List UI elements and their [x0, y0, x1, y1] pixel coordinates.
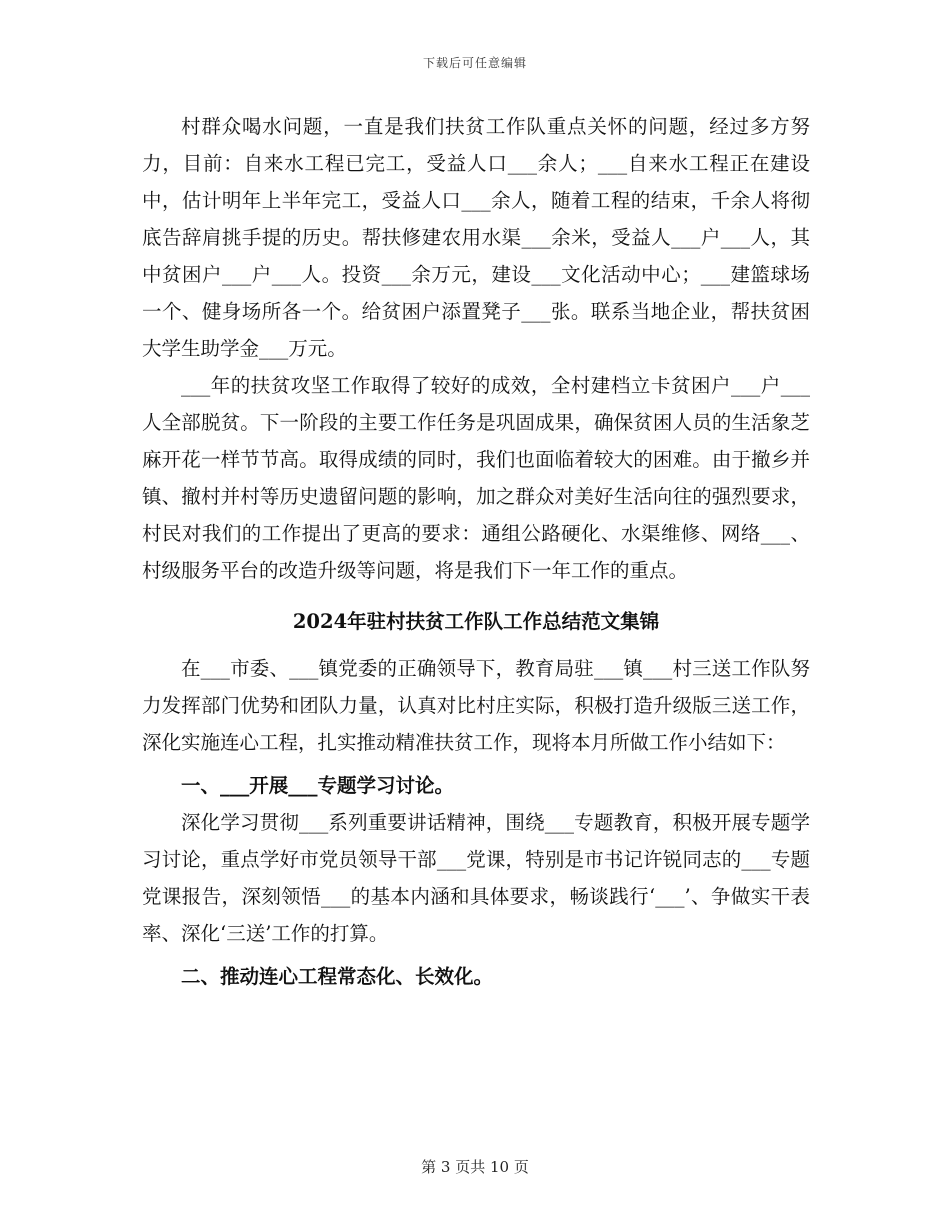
section-heading-2: 二、推动连心工程常态化、长效化。	[181, 965, 494, 988]
document-title: 2024年驻村扶贫工作队工作总结范文集锦	[292, 610, 660, 633]
paragraph-poverty-results: ___年的扶贫攻坚工作取得了较好的成效，全村建档立卡贫困户___户___人全部脱贫。下一阶段的主要工作任务是巩固成果，确保贫困人员的生活象芝麻开花一样节节高。取得成绩的同时，我们也面临着较大的困难。由于撤乡并镇、撤村并村等历史遗留问题的影响，加之群众对美好生活向往的强烈要求，村民对我们的工作提出了更高的要求：通组公路硬化、水渠维修、网络___、村级服务平台的改造升级等问题，将是我们下一年工作的重点。	[142, 374, 810, 582]
document-body	[142, 108, 810, 995]
page-header: 下载后可任意编辑	[422, 56, 527, 70]
paragraph-intro: 在___市委、___镇党委的正确领导下，教育局驻___镇___村三送工作队努力发挥部门优势和团队力量，认真对比村庄实际，积极打造升级版三送工作，深化实施连心工程，扎实推动精准扶贫工作，现将本月所做工作小结如下：	[142, 657, 810, 754]
paragraph-water-project: 村群众喝水问题，一直是我们扶贫工作队重点关怀的问题，经过多方努力，目前：自来水工程已完工，受益人口___余人；___自来水工程正在建设中，估计明年上半年完工，受益人口___余人，随着工程的结束，千余人将彻底告辞肩挑手提的历史。帮扶修建农用水渠___余米，受益人___户___人，其中贫困户___户___人。投资___余万元，建设___文化活动中心；___建篮球场一个、健身场所各一个。给贫困户添置凳子___张。联系当地企业，帮扶贫困大学生助学金___万元。	[142, 115, 810, 360]
page-number: 第 3 页共 10 页	[421, 1158, 529, 1176]
section-heading-1: 一、___开展___专题学习讨论。	[181, 774, 455, 797]
paragraph-study-discussion: 深化学习贯彻___系列重要讲话精神，围绕___专题教育，积极开展专题学习讨论，重点学好市党员领导干部___党课，特别是市书记许锐同志的___专题党课报告，深刻领悟___的基本内涵和具体要求，畅谈践行‘___’、争做实干表率、深化‘三送’工作的打算。	[142, 811, 810, 945]
